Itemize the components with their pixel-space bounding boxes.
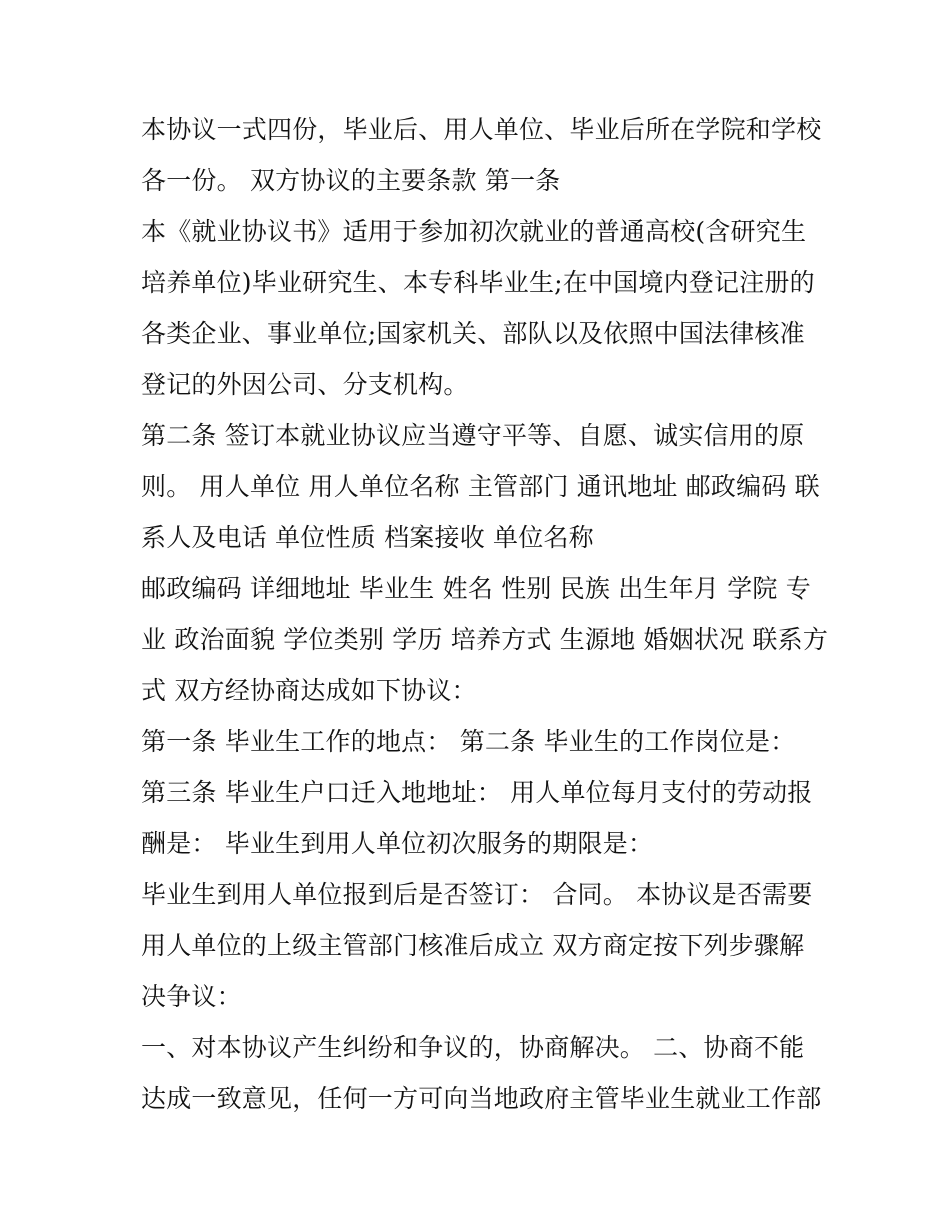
text-line: 一、对本协议产生纠纷和争议的，协商解决。 二、协商不能: [141, 1033, 805, 1062]
text-line: 用人单位的上级主管部门核准后成立 双方商定按下列步骤解: [141, 931, 805, 960]
text-line: 培养单位)毕业研究生、本专科毕业生;在中国境内登记注册的: [141, 268, 815, 297]
text-line: 本协议一式四份，毕业后、用人单位、毕业后所在学院和学校: [141, 115, 822, 144]
document-body: [141, 104, 829, 1124]
text-line: 各一份。 双方协议的主要条款 第一条: [141, 166, 561, 195]
text-line: 式 双方经协商达成如下协议：: [141, 676, 477, 705]
text-line: 各类企业、事业单位;国家机关、部队以及依照中国法律核准: [141, 319, 805, 348]
text-line: 业 政治面貌 学位类别 学历 培养方式 生源地 婚姻状况 联系方: [141, 625, 829, 654]
text-line: 登记的外因公司、分支机构。: [141, 370, 469, 399]
text-line: 酬是： 毕业生到用人单位初次服务的期限是：: [141, 829, 654, 858]
text-line: 系人及电话 单位性质 档案接收 单位名称: [141, 523, 594, 552]
text-line: 第一条 毕业生工作的地点： 第二条 毕业生的工作岗位是：: [141, 727, 796, 756]
text-line: 第二条 签订本就业协议应当遵守平等、自愿、诚实信用的原: [141, 421, 805, 450]
text-line: 达成一致意见，任何一方可向当地政府主管毕业生就业工作部: [141, 1084, 822, 1113]
text-line: 邮政编码 详细地址 毕业生 姓名 性别 民族 出生年月 学院 专: [141, 574, 811, 603]
text-line: 本《就业协议书》适用于参加初次就业的普通高校(含研究生: [141, 217, 807, 246]
text-line: 则。 用人单位 用人单位名称 主管部门 通讯地址 邮政编码 联: [141, 472, 820, 501]
text-line: 第三条 毕业生户口迁入地地址： 用人单位每月支付的劳动报: [141, 778, 813, 807]
text-line: 毕业生到用人单位报到后是否签订： 合同。 本协议是否需要: [141, 880, 813, 909]
text-line: 决争议：: [141, 982, 242, 1011]
